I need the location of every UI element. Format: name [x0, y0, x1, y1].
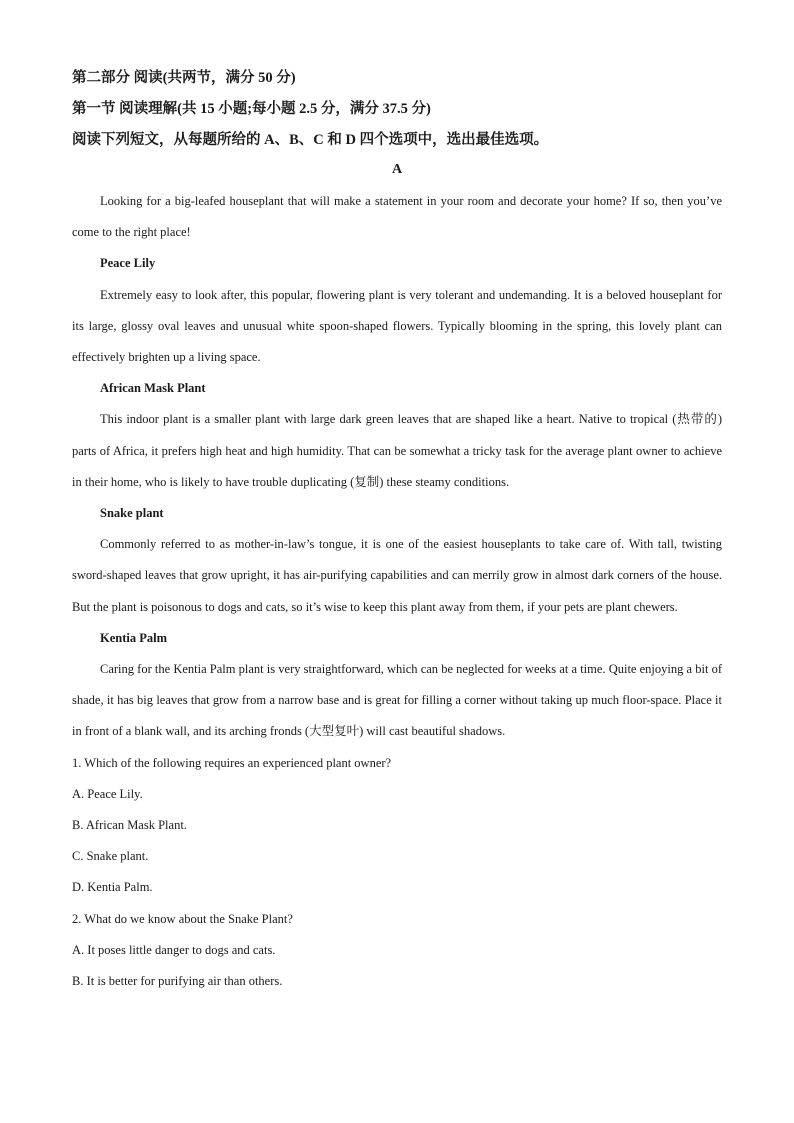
question-1-option-b: B. African Mask Plant.	[72, 818, 187, 833]
question-2-option-b: B. It is better for purifying air than others.	[72, 974, 283, 989]
plant-heading-snake-plant: Snake plant	[100, 506, 164, 521]
question-1-option-d: D. Kentia Palm.	[72, 880, 153, 895]
passage-label: A	[391, 162, 403, 177]
plant-paragraph-african-mask: This indoor plant is a smaller plant with large dark green leaves that are shaped like a heart. Native to tropical (热带的) parts of Africa, it prefers high heat and high humidity. That can be somewhat a tricky task for the average plant owner to achieve in their home, who is likely to have trouble duplicating (复制) these steamy conditions.	[72, 412, 722, 489]
passage	[72, 186, 722, 997]
question-1-option-a: A. Peace Lily.	[72, 786, 143, 801]
part-title: 第二部分 阅读(共两节，满分 50 分)	[72, 70, 296, 86]
plant-paragraph-kentia-palm: Caring for the Kentia Palm plant is very straightforward, which can be neglected for weeks at a time. Quite enjoying a bit of shade, it has big leaves that grow from a narrow base and is great for filling a corner without taking up much floor-space. Place it in front of a blank wall, and its arching fronds (大型复叶) will cast beautiful shadows.	[72, 662, 722, 739]
plant-heading-african-mask: African Mask Plant	[100, 381, 206, 396]
intro-paragraph: Looking for a big-leafed houseplant that will make a statement in your room and decorate your home? If so, then you’ve come to the right place!	[72, 194, 722, 240]
question-1-stem: 1. Which of the following requires an experienced plant owner?	[72, 755, 392, 770]
plant-heading-kentia-palm: Kentia Palm	[100, 630, 168, 645]
question-2-stem: 2. What do we know about the Snake Plant?	[72, 911, 293, 926]
instructions: 阅读下列短文，从每题所给的 A、B、C 和 D 四个选项中，选出最佳选项。	[72, 132, 549, 148]
plant-paragraph-snake-plant: Commonly referred to as mother-in-law’s tongue, it is one of the easiest houseplants to take care of. With tall, twisting sword-shaped leaves that grow upright, it has air-purifying capabilities and can merrily grow in almost dark corners of the house. But the plant is poisonous to dogs and cats, so it’s wise to keep this plant away from them, if your pets are plant chewers.	[72, 537, 722, 614]
question-1-option-c: C. Snake plant.	[72, 849, 149, 864]
plant-paragraph-peace-lily: Extremely easy to look after, this popular, flowering plant is very tolerant and undemanding. It is a beloved houseplant for its large, glossy oval leaves and unusual white spoon-shaped flowers. Typically blooming in the spring, this lovely plant can effectively brighten up a living space.	[72, 287, 722, 365]
question-2-option-a: A. It poses little danger to dogs and cats.	[72, 942, 276, 957]
section-title: 第一节 阅读理解(共 15 小题;每小题 2.5 分，满分 37.5 分)	[72, 101, 431, 117]
plant-heading-peace-lily: Peace Lily	[100, 256, 156, 271]
